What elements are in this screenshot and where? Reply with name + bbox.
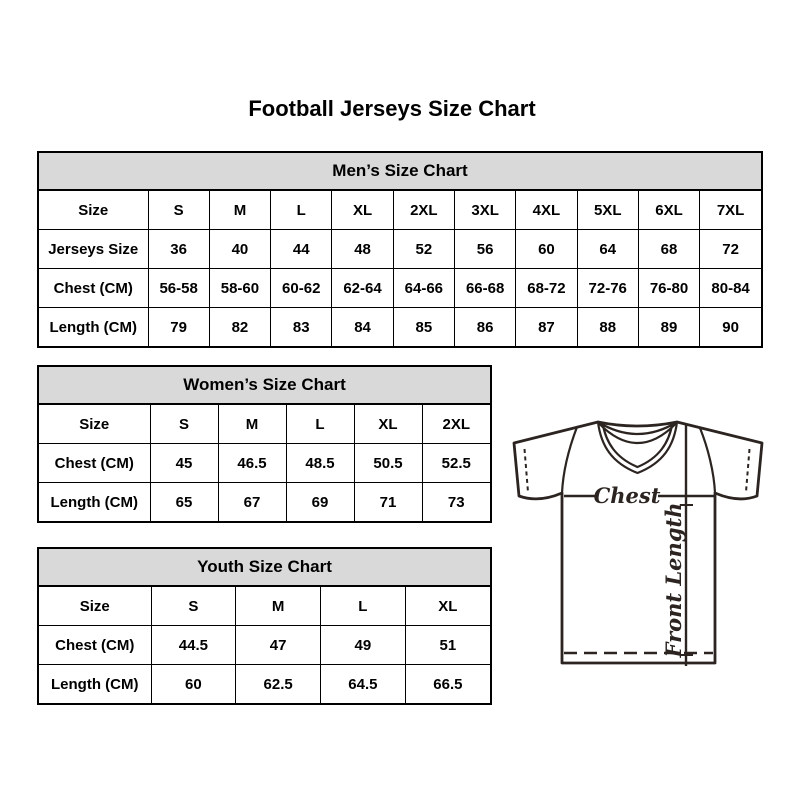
row-header-cell: Chest (CM) bbox=[39, 444, 150, 483]
value-cell: 3XL bbox=[454, 191, 515, 230]
value-cell: M bbox=[218, 405, 286, 444]
womens-size-table bbox=[37, 365, 492, 523]
value-cell: 2XL bbox=[393, 191, 454, 230]
value-cell: 45 bbox=[150, 444, 218, 483]
value-cell: 71 bbox=[354, 483, 422, 522]
value-cell: 52.5 bbox=[422, 444, 490, 483]
page-title: Football Jerseys Size Chart bbox=[248, 96, 536, 121]
value-cell: 69 bbox=[286, 483, 354, 522]
table-row bbox=[39, 665, 490, 704]
value-cell: L bbox=[321, 587, 406, 626]
value-cell: 80-84 bbox=[700, 269, 761, 308]
value-cell: 56-58 bbox=[148, 269, 209, 308]
value-cell: 87 bbox=[516, 308, 577, 347]
value-cell: 47 bbox=[236, 626, 321, 665]
value-cell: XL bbox=[405, 587, 490, 626]
row-header-cell: Length (CM) bbox=[39, 665, 151, 704]
jersey-measurement-diagram bbox=[500, 410, 770, 670]
value-cell: 64.5 bbox=[321, 665, 406, 704]
value-cell: 58-60 bbox=[209, 269, 270, 308]
mens-table-title: Men’s Size Chart bbox=[39, 153, 761, 191]
table-row bbox=[39, 230, 761, 269]
value-cell: 49 bbox=[321, 626, 406, 665]
value-cell: 5XL bbox=[577, 191, 638, 230]
value-cell: 66.5 bbox=[405, 665, 490, 704]
value-cell: 85 bbox=[393, 308, 454, 347]
row-header-cell: Size bbox=[39, 587, 151, 626]
value-cell: 36 bbox=[148, 230, 209, 269]
value-cell: 46.5 bbox=[218, 444, 286, 483]
table-row bbox=[39, 626, 490, 665]
table-row bbox=[39, 191, 761, 230]
value-cell: 44 bbox=[271, 230, 332, 269]
table-row bbox=[39, 405, 490, 444]
table-row bbox=[39, 269, 761, 308]
value-cell: 60-62 bbox=[271, 269, 332, 308]
value-cell: XL bbox=[332, 191, 393, 230]
value-cell: 4XL bbox=[516, 191, 577, 230]
value-cell: 2XL bbox=[422, 405, 490, 444]
value-cell: S bbox=[148, 191, 209, 230]
youth-size-table bbox=[37, 547, 492, 705]
row-header-cell: Size bbox=[39, 191, 148, 230]
value-cell: 72-76 bbox=[577, 269, 638, 308]
value-cell: 51 bbox=[405, 626, 490, 665]
value-cell: XL bbox=[354, 405, 422, 444]
value-cell: 52 bbox=[393, 230, 454, 269]
value-cell: 48.5 bbox=[286, 444, 354, 483]
value-cell: 68 bbox=[638, 230, 699, 269]
value-cell: 40 bbox=[209, 230, 270, 269]
mens-table-grid bbox=[39, 191, 761, 346]
row-header-cell: Size bbox=[39, 405, 150, 444]
womens-table-grid bbox=[39, 405, 490, 521]
value-cell: S bbox=[151, 587, 236, 626]
row-header-cell: Chest (CM) bbox=[39, 626, 151, 665]
value-cell: 73 bbox=[422, 483, 490, 522]
row-header-cell: Length (CM) bbox=[39, 483, 150, 522]
value-cell: 90 bbox=[700, 308, 761, 347]
value-cell: 86 bbox=[454, 308, 515, 347]
value-cell: 65 bbox=[150, 483, 218, 522]
table-row bbox=[39, 483, 490, 522]
value-cell: L bbox=[286, 405, 354, 444]
value-cell: 67 bbox=[218, 483, 286, 522]
table-row bbox=[39, 444, 490, 483]
row-header-cell: Length (CM) bbox=[39, 308, 148, 347]
value-cell: S bbox=[150, 405, 218, 444]
value-cell: 79 bbox=[148, 308, 209, 347]
value-cell: 89 bbox=[638, 308, 699, 347]
value-cell: M bbox=[209, 191, 270, 230]
value-cell: 62-64 bbox=[332, 269, 393, 308]
value-cell: 68-72 bbox=[516, 269, 577, 308]
table-row bbox=[39, 587, 490, 626]
value-cell: 84 bbox=[332, 308, 393, 347]
front-length-label: Front Length bbox=[661, 502, 686, 658]
mens-size-table bbox=[37, 151, 763, 348]
value-cell: 60 bbox=[151, 665, 236, 704]
value-cell: 48 bbox=[332, 230, 393, 269]
value-cell: 64-66 bbox=[393, 269, 454, 308]
chest-label: Chest bbox=[593, 483, 661, 508]
value-cell: M bbox=[236, 587, 321, 626]
youth-table-title: Youth Size Chart bbox=[39, 549, 490, 587]
value-cell: 56 bbox=[454, 230, 515, 269]
value-cell: 60 bbox=[516, 230, 577, 269]
value-cell: 64 bbox=[577, 230, 638, 269]
value-cell: 72 bbox=[700, 230, 761, 269]
row-header-cell: Chest (CM) bbox=[39, 269, 148, 308]
jersey-outline bbox=[514, 422, 762, 663]
table-row bbox=[39, 308, 761, 347]
value-cell: 83 bbox=[271, 308, 332, 347]
value-cell: 50.5 bbox=[354, 444, 422, 483]
value-cell: 66-68 bbox=[454, 269, 515, 308]
value-cell: 88 bbox=[577, 308, 638, 347]
value-cell: 44.5 bbox=[151, 626, 236, 665]
value-cell: 6XL bbox=[638, 191, 699, 230]
value-cell: 62.5 bbox=[236, 665, 321, 704]
value-cell: L bbox=[271, 191, 332, 230]
womens-table-title: Women’s Size Chart bbox=[39, 367, 490, 405]
youth-table-grid bbox=[39, 587, 490, 703]
value-cell: 7XL bbox=[700, 191, 761, 230]
value-cell: 76-80 bbox=[638, 269, 699, 308]
row-header-cell: Jerseys Size bbox=[39, 230, 148, 269]
value-cell: 82 bbox=[209, 308, 270, 347]
